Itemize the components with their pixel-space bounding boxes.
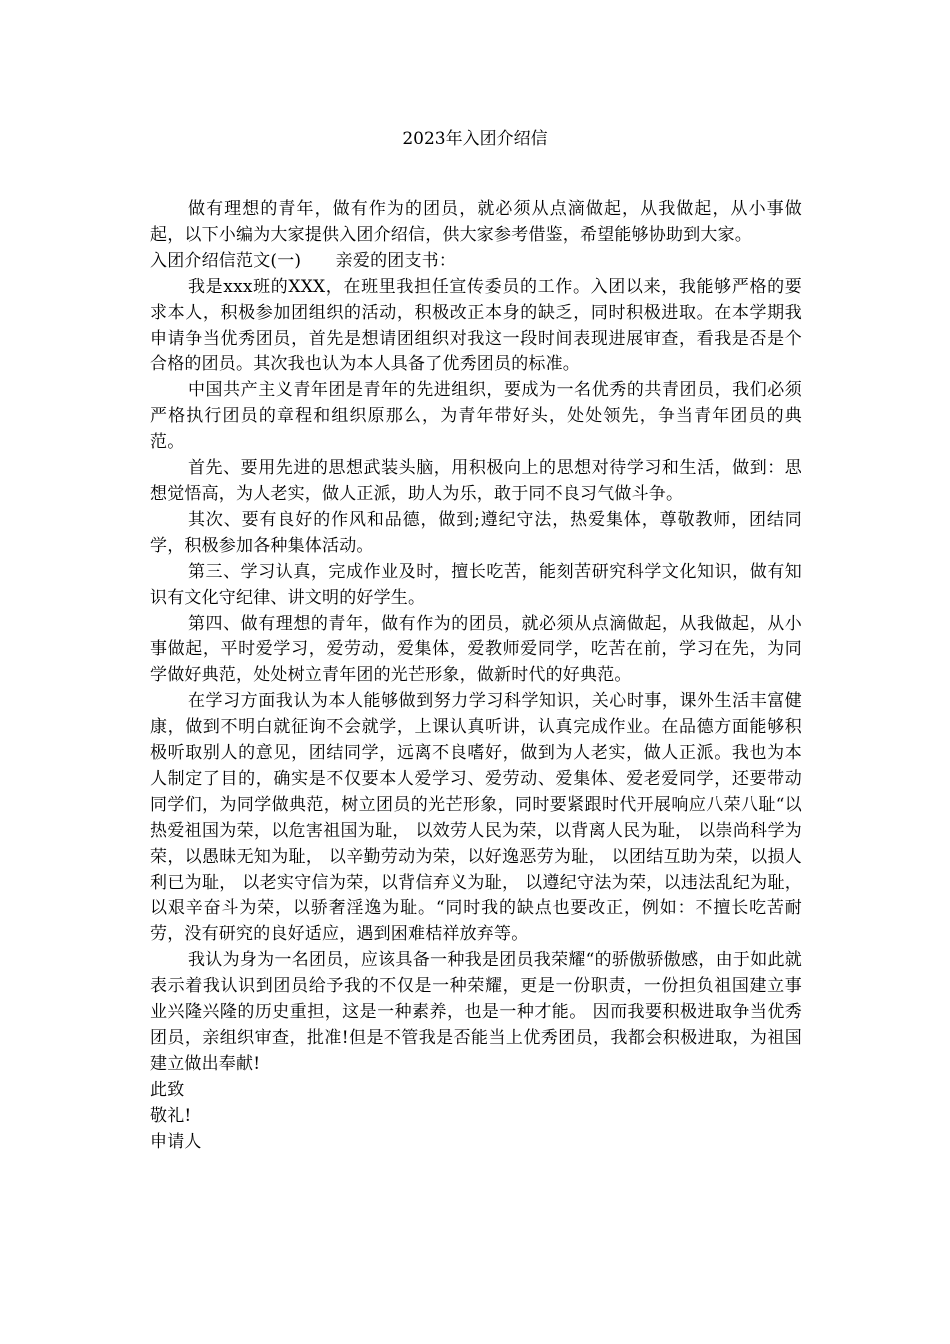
body-paragraph: 我是xxx班的XXX，在班里我担任宣传委员的工作。入团以来，我能够严格的要求本人，积极参加团组织的活动，积极改正本身的缺乏，同时积极进取。在本学期我申请争当优秀团员，首先是想请团组织对我这一段时间表现进展审查，看我是否是个合格的团员。其次我也认为本人具备了优秀团员的标准。 [150,276,802,375]
intro-paragraph: 做有理想的青年，做有作为的团员，就必须从点滴做起，从我做起，从小事做起，以下小编为大家提供入团介绍信，供大家参考借鉴，希望能够协助到大家。 [150,199,802,245]
document-title: 2023年入团介绍信 [402,129,548,149]
closing-applicant: 申请人 [150,1131,202,1152]
document-body [150,197,802,1156]
body-paragraph: 中国共产主义青年团是青年的先进组织，要成为一名优秀的共青团员，我们必须严格执行团员的章程和组织原那么，为青年带好头，处处领先，争当青年团员的典范。 [150,380,802,453]
closing-salutation: 此致 [150,1079,185,1100]
body-paragraph: 第三、学习认真，完成作业及时，擅长吃苦，能刻苦研究科学文化知识，做有知识有文化守纪律、讲文明的好学生。 [150,561,802,608]
body-paragraph: 其次、要有良好的作风和品德，做到;遵纪守法，热爱集体，尊敬教师，团结同学，积极参加各种集体活动。 [150,509,802,556]
body-paragraph: 第四、做有理想的青年，做有作为的团员，就必须从点滴做起，从我做起，从小事做起，平时爱学习，爱劳动，爱集体，爱教师爱同学，吃苦在前，学习在先，为同学做好典范，处处树立青年团的光芒形象，做新时代的好典范。 [150,613,802,686]
body-paragraph: 我认为身为一名团员，应该具备一种我是团员我荣耀“的骄傲骄傲感，由于如此就表示着我认识到团员给予我的不仅是一种荣耀，更是一份职责，一份担负祖国建立事业兴隆兴隆的历史重担，这是一种素养，也是一种才能。 因而我要积极进取争当优秀团员，亲组织审查，批准!但是不管我是否能当上优秀团员，我都会积极进取，为祖国建立做出奉献! [150,950,802,1074]
closing-regards: 敬礼! [150,1105,192,1126]
body-paragraph: 首先、要用先进的思想武装头脑，用积极向上的思想对待学习和生活，做到：思想觉悟高，为人老实，做人正派，助人为乐，敢于同不良习气做斗争。 [150,458,802,504]
sample-heading: 入团介绍信范文(一) 亲爱的团支书： [150,250,457,271]
body-paragraph: 在学习方面我认为本人能够做到努力学习科学知识，关心时事，课外生活丰富健康，做到不明白就征询不会就学，上课认真听讲，认真完成作业。在品德方面能够积极听取别人的意见，团结同学，远离不良嗜好，做到为人老实，做人正派。我也为本人制定了目的，确实是不仅要本人爱学习、爱劳动、爱集体、爱老爱同学，还要带动同学们，为同学做典范，树立团员的光芒形象，同时要紧跟时代开展响应八荣八耻“以热爱祖国为荣，以危害祖国为耻， 以效劳人民为荣，以背离人民为耻， 以崇尚科学为荣，以愚昧无知为耻， 以辛勤劳动为荣，以好逸恶劳为耻， 以团结互助为荣，以损人利已为耻， 以老实守信为荣，以背信弃义为耻， 以遵纪守法为荣，以违法乱纪为耻， 以艰辛奋斗为荣，以骄奢淫逸为耻。“同时我的缺点也要改正，例如：不擅长吃苦耐劳，没有研究的良好适应，遇到困难桔祥放弃等。 [150,691,802,945]
